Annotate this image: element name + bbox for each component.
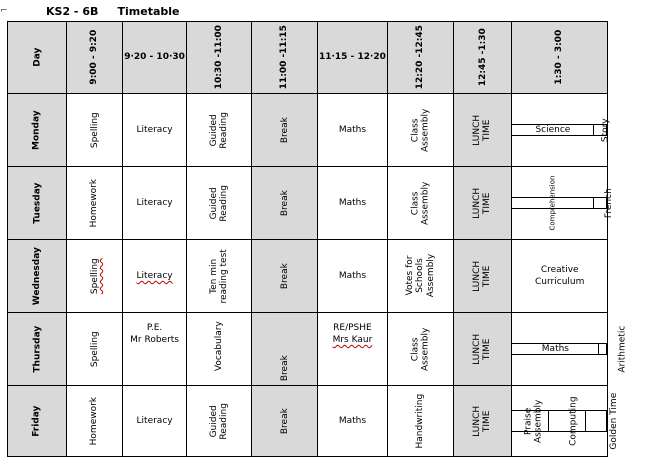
thu-maths-pm: Maths xyxy=(512,343,599,354)
mon-guided-reading: Guided Reading xyxy=(187,94,252,167)
thu-re-pshe: RE/PSHE Mrs Kaur xyxy=(317,313,388,386)
row-wednesday xyxy=(8,240,608,313)
fri-break: Break xyxy=(252,386,317,457)
header-9-20: 9·20 - 10·30 xyxy=(122,22,186,94)
tue-lunch: LUNCH TIME xyxy=(453,167,512,240)
header-12-45: 12:45 -1:30 xyxy=(453,22,512,94)
wed-lunch: LUNCH TIME xyxy=(453,240,512,313)
tue-maths: Maths xyxy=(317,167,388,240)
fri-afternoon xyxy=(512,386,620,457)
row-thursday xyxy=(8,313,608,386)
fri-early: Homework xyxy=(67,386,123,457)
mon-assembly: Class Assembly xyxy=(388,94,453,167)
mon-early: Spelling xyxy=(67,94,123,167)
day-friday: Friday xyxy=(8,386,67,457)
title-label: Timetable xyxy=(117,5,180,18)
tue-french: French xyxy=(594,197,607,208)
day-thursday: Thursday xyxy=(8,313,67,386)
thu-lunch: LUNCH TIME xyxy=(453,313,512,386)
tue-afternoon xyxy=(512,167,615,240)
row-monday xyxy=(8,94,608,167)
mon-maths: Maths xyxy=(317,94,388,167)
header-11-00: 11:00 -11:15 xyxy=(252,22,317,94)
header-9-00: 9:00 - 9:20 xyxy=(67,22,123,94)
header-12-20: 12:20 -12:45 xyxy=(388,22,453,94)
fri-praise-assembly: Praise Assembly xyxy=(512,410,549,432)
mon-science: Science xyxy=(512,124,594,135)
title-prefix: KS2 - 6B xyxy=(46,5,99,18)
mon-afternoon xyxy=(512,94,612,167)
fri-guided-reading: Guided Reading xyxy=(187,386,252,457)
mon-lunch: LUNCH TIME xyxy=(453,94,512,167)
fri-golden-time: Golden Time xyxy=(586,410,607,432)
wed-early: Spelling xyxy=(67,240,123,313)
timetable-grid xyxy=(7,21,628,457)
header-day: Day xyxy=(8,22,67,94)
mon-literacy: Literacy xyxy=(122,94,186,167)
thu-afternoon xyxy=(512,313,628,386)
day-wednesday: Wednesday xyxy=(8,240,67,313)
wed-literacy: Literacy xyxy=(122,240,186,313)
wed-reading-test: Ten min reading test xyxy=(187,240,252,313)
row-tuesday xyxy=(8,167,608,240)
thu-assembly: Class Assembly xyxy=(388,313,453,386)
wed-maths: Maths xyxy=(317,240,388,313)
thu-break: Break xyxy=(252,313,317,386)
fri-computing: Computing xyxy=(549,410,586,432)
tue-early: Homework xyxy=(67,167,123,240)
wed-break: Break xyxy=(252,240,317,313)
tue-comprehension: Comprehension xyxy=(512,197,594,208)
header-row xyxy=(8,22,608,94)
mon-break: Break xyxy=(252,94,317,167)
thu-arithmetic: Arithmetic xyxy=(599,343,607,354)
fri-handwriting: Handwriting xyxy=(388,386,453,457)
thu-pe: P.E. Mr Roberts xyxy=(122,313,186,386)
tue-assembly: Class Assembly xyxy=(388,167,453,240)
tue-literacy: Literacy xyxy=(122,167,186,240)
fri-lunch: LUNCH TIME xyxy=(453,386,512,457)
fri-maths: Maths xyxy=(317,386,388,457)
header-10-30: 10:30 -11:00 xyxy=(187,22,252,94)
header-1-30: 1:30 - 3:00 xyxy=(512,22,608,94)
page-title xyxy=(46,5,180,18)
tue-guided-reading: Guided Reading xyxy=(187,167,252,240)
row-friday xyxy=(8,386,608,457)
thu-vocabulary: Vocabulary xyxy=(187,313,252,386)
wed-assembly: Votes for Schools Assembly xyxy=(388,240,453,313)
fri-literacy: Literacy xyxy=(122,386,186,457)
anchor-icon: ⌐ xyxy=(0,6,8,16)
mon-story: Story xyxy=(594,124,607,135)
header-11-15: 11·15 - 12·20 xyxy=(317,22,388,94)
tue-break: Break xyxy=(252,167,317,240)
day-monday: Monday xyxy=(8,94,67,167)
day-tuesday: Tuesday xyxy=(8,167,67,240)
thu-early: Spelling xyxy=(67,313,123,386)
wed-creative-curriculum: Creative Curriculum xyxy=(512,240,608,313)
